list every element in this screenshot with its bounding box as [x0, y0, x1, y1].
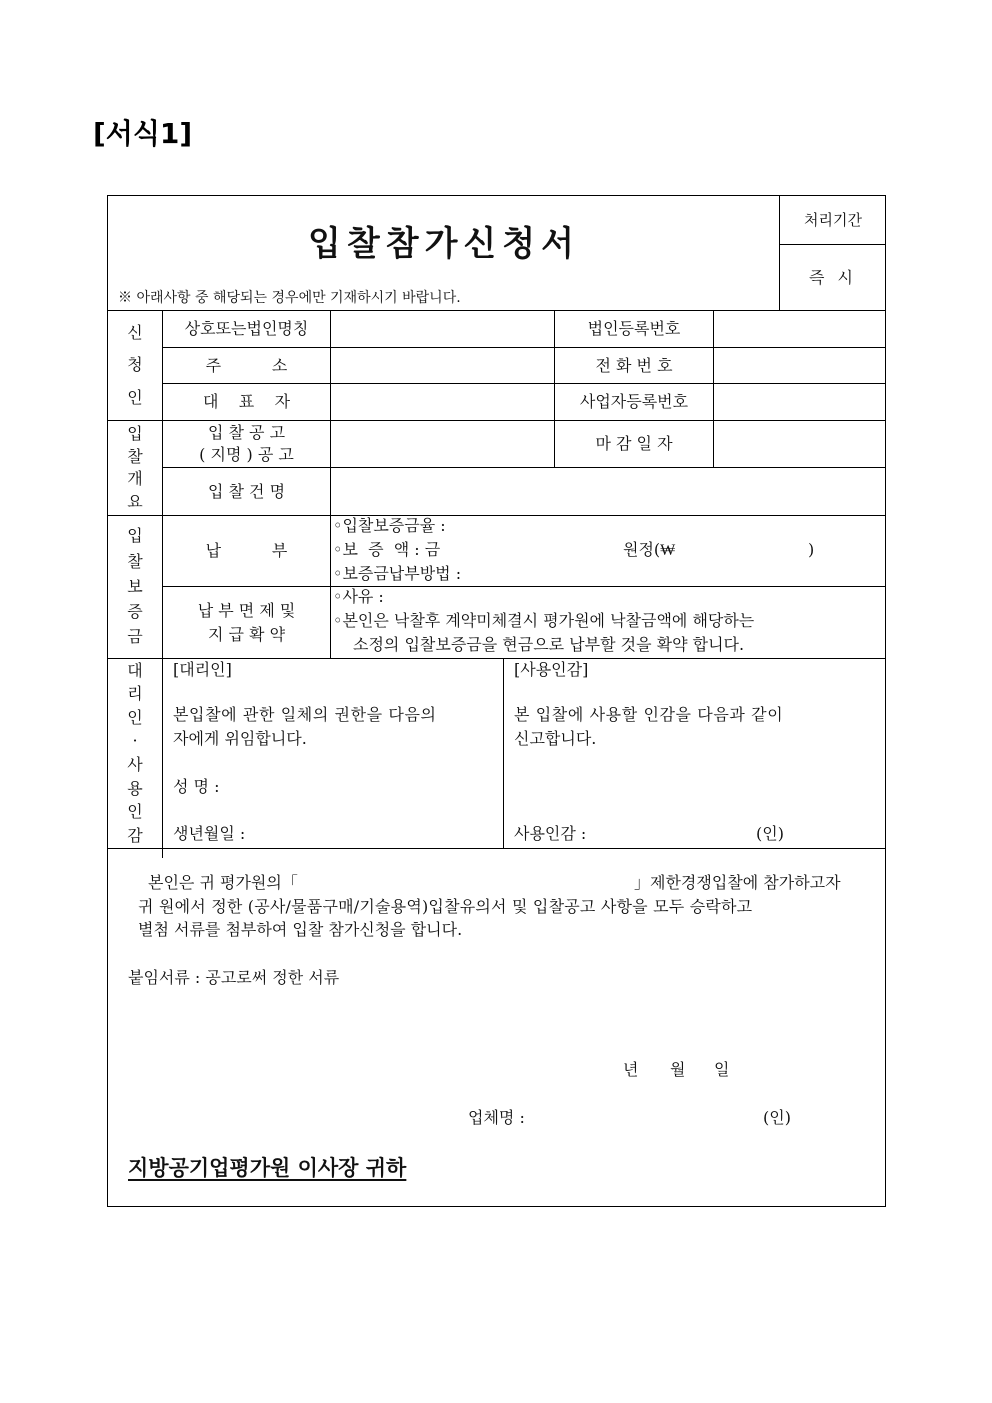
business-registration-number-label: 사업자등록번호 [579, 392, 689, 411]
processing-period-label: 처리기간 [804, 210, 862, 229]
company-name-label: 상호또는법인명칭 [184, 319, 309, 338]
agent-heading: [대리인] [173, 660, 232, 679]
date-month-label: 월 [670, 1060, 686, 1079]
recipient-line: 지방공기업평가원 이사장 귀하 [128, 1156, 407, 1180]
seal-label: 사용인감 : [514, 824, 587, 843]
payment-label: 납 부 [205, 541, 288, 560]
declaration-line-1-prefix: 본인은 귀 평가원의「 [148, 873, 298, 892]
representative-label: 대 표 자 [202, 392, 291, 411]
pledge-line-1: ◦본인은 낙찰후 계약미체결시 평가원에 낙찰금액에 해당하는 [333, 611, 755, 630]
bid-overview-section-label: 입 찰 개 요 [127, 424, 143, 511]
agent-seal-section-label: 대 리 인 · 사 용 인 감 [127, 660, 143, 845]
phone-number-field[interactable] [714, 348, 886, 383]
seal-heading: [사용인감] [514, 660, 589, 679]
exemption-reason-line: ◦사유 : [333, 587, 384, 606]
bid-bond-section-label: 입 찰 보 증 금 [127, 526, 143, 647]
corporate-registration-number-label: 법인등록번호 [587, 319, 681, 338]
exemption-pledge-label: 납 부 면 제 및 지 급 확 약 [197, 600, 296, 644]
bond-payment-method-line: ◦보증금납부방법 : [333, 564, 462, 583]
bid-name-label: 입 찰 건 명 [207, 481, 286, 501]
company-name-signature-label: 업체명 : [468, 1108, 525, 1127]
agent-delegation-line-2: 자에게 위임합니다. [173, 729, 307, 748]
processing-period-value: 즉 시 [809, 267, 857, 287]
corporate-registration-number-field[interactable] [714, 311, 886, 347]
declaration-line-2: 귀 원에서 정한 (공사/물품구매/기술용역)입찰유의서 및 입찰공고 사항을 모두 승락하고 [138, 897, 753, 916]
phone-number-label: 전 화 번 호 [595, 355, 673, 375]
declaration-line-1-suffix: 」제한경쟁입찰에 참가하고자 [634, 873, 841, 892]
representative-field[interactable] [331, 384, 554, 420]
attachments-note: 붙임서류 : 공고로써 정한 서류 [128, 968, 340, 987]
bond-amount-close-paren: ) [808, 540, 815, 559]
bid-name-field[interactable] [331, 468, 886, 515]
deadline-field[interactable] [714, 421, 886, 467]
company-name-field[interactable] [331, 311, 554, 347]
seal-declaration-line-1: 본 입찰에 사용할 인감을 다음과 같이 [514, 705, 784, 724]
application-form [107, 195, 886, 1207]
business-registration-number-field[interactable] [714, 384, 886, 420]
address-label: 주 소 [205, 355, 288, 375]
company-seal-mark: (인) [763, 1108, 791, 1127]
deadline-label: 마 감 일 자 [595, 434, 673, 453]
seal-mark: (인) [756, 824, 784, 843]
agent-birthdate-label: 생년월일 : [173, 824, 246, 843]
seal-declaration-line-2: 신고합니다. [514, 729, 597, 748]
form-code: [서식1] [93, 117, 193, 150]
bond-amount-won-label: 원정(₩ [623, 540, 676, 559]
agent-name-label: 성 명 : [173, 777, 220, 796]
bid-notice-field[interactable] [331, 421, 554, 467]
pledge-line-2: 소정의 입찰보증금을 현금으로 납부할 것을 확약 합니다. [353, 635, 745, 654]
date-day-label: 일 [714, 1060, 730, 1079]
applicant-section-label: 신 청 인 [127, 322, 143, 407]
agent-delegation-line-1: 본입찰에 관한 일체의 권한을 다음의 [173, 705, 437, 724]
bid-notice-label: 입 찰 공 고 ( 지명 ) 공 고 [199, 423, 294, 464]
declaration-line-3: 별첨 서류를 첨부하여 입찰 참가신청을 합니다. [138, 920, 463, 939]
date-year-label: 년 [623, 1060, 639, 1079]
form-instruction-note: ※ 아래사항 중 해당되는 경우에만 기재하시기 바랍니다. [118, 290, 461, 306]
bond-rate-line: ◦입찰보증금율 : [333, 516, 446, 535]
form-title: 입찰참가신청서 [308, 224, 580, 264]
bond-amount-line: ◦보 증 액 : 금 [333, 540, 441, 559]
address-field[interactable] [331, 348, 554, 383]
